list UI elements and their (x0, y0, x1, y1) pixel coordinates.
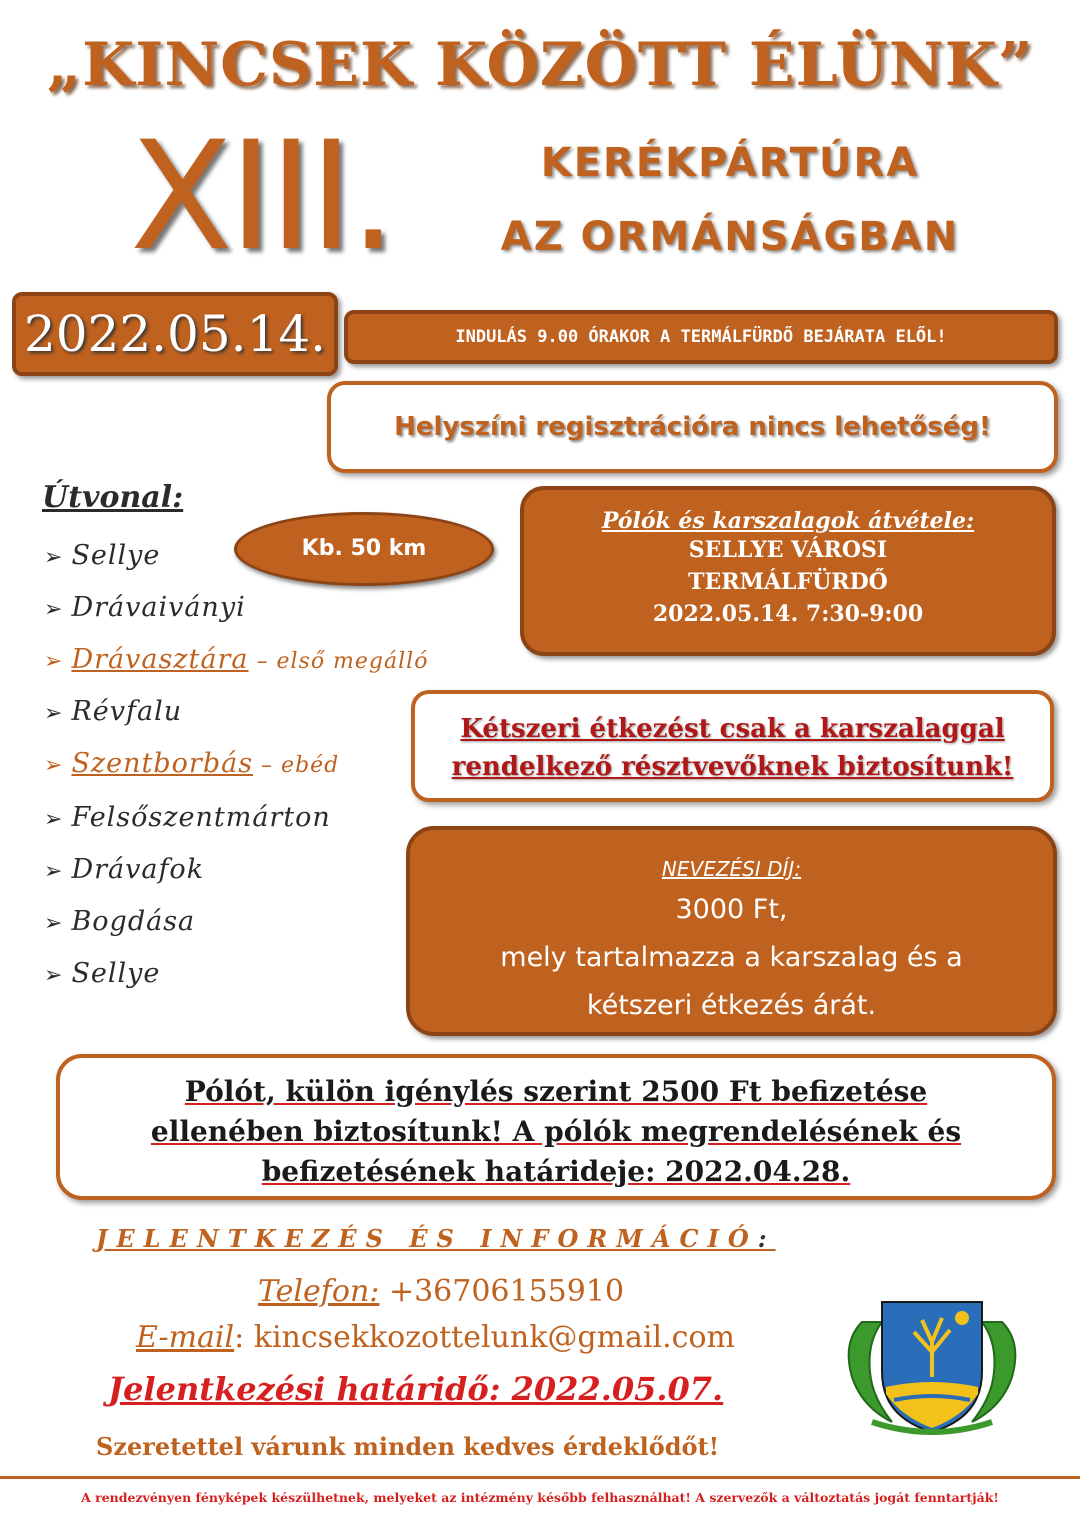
start-notice: INDULÁS 9.00 ÓRAKOR A TERMÁLFÜRDŐ BEJÁRATA ELŐL! (455, 327, 947, 347)
shirt-notice-line: ellenében biztosítunk! A pólók megrendelésének és (150, 1115, 962, 1148)
fee-description: mely tartalmazza a karszalag és a (500, 942, 963, 973)
pickup-time: 2022.05.14. 7:30-9:00 (652, 601, 924, 627)
fee-amount: 3000 Ft, (675, 894, 788, 925)
email-row: E-mail: kincsekkozottelunk@gmail.com (136, 1320, 735, 1355)
pickup-heading: Pólók és karszalagok átvétele: (601, 508, 975, 534)
phone-label: Telefon: (258, 1274, 380, 1309)
start-notice-box (344, 310, 1058, 364)
welcome-message: Szeretettel várunk minden kedves érdeklődőt! (96, 1432, 720, 1461)
phone-number[interactable]: +36706155910 (388, 1274, 625, 1309)
fee-heading: NEVEZÉSI DÍJ: (661, 857, 802, 881)
route-item: ➢ Drávaiványi (44, 592, 246, 623)
route-heading: Útvonal: (42, 480, 184, 515)
footer-disclaimer: A rendezvényen fényképek készülhetnek, melyeket az intézmény később felhasználhat! A szervezők a változtatás jogát fenntartják! (81, 1490, 999, 1505)
arrow-icon: ➢ (44, 597, 64, 622)
route-item: ➢ Sellye (44, 540, 161, 571)
arrow-icon: ➢ (44, 753, 64, 778)
phone-row (258, 1274, 624, 1309)
footer-divider (0, 1476, 1080, 1479)
distance-badge: Kb. 50 km (234, 512, 494, 586)
shirt-notice-box (56, 1054, 1056, 1200)
registration-deadline: Jelentkezési határidő: 2022.05.07. (108, 1370, 724, 1408)
meal-notice-line: rendelkező résztvevőknek biztosítunk! (451, 752, 1014, 782)
pickup-line: TERMÁLFÜRDŐ (688, 569, 888, 595)
edition-number: XIII. (130, 110, 394, 284)
arrow-icon: ➢ (44, 701, 64, 726)
entry-fee-box (406, 826, 1057, 1036)
registration-notice-box (327, 381, 1058, 473)
contact-heading: JELENTKEZÉS ÉS INFORMÁCIÓ: (96, 1224, 776, 1253)
coat-of-arms-icon (842, 1282, 1022, 1442)
route-item-first-stop: ➢ Drávasztára – első megálló (44, 644, 429, 675)
fee-description: kétszeri étkezés árát. (586, 990, 877, 1021)
arrow-icon: ➢ (44, 963, 64, 988)
meal-notice-box (411, 690, 1054, 802)
route-item: ➢ Révfalu (44, 696, 183, 727)
email-address[interactable]: kincsekkozottelunk@gmail.com (253, 1320, 735, 1355)
route-item: ➢ Drávafok (44, 854, 205, 885)
route-item: ➢ Bogdása (44, 906, 196, 937)
subtitle-line-1: KERÉKPÁRTÚRA (540, 140, 920, 186)
email-label: E-mail (136, 1320, 235, 1355)
route-item: ➢ Felsőszentmárton (44, 802, 331, 833)
event-title: „KINCSEK KÖZÖTT ÉLÜNK” (46, 30, 1034, 100)
subtitle-line-2: AZ ORMÁNSÁGBAN (500, 214, 960, 260)
arrow-icon: ➢ (44, 807, 64, 832)
registration-notice: Helyszíni regisztrációra nincs lehetőség! (394, 412, 991, 442)
arrow-icon: ➢ (44, 859, 64, 884)
route-item-lunch-stop: ➢ Szentborbás – ebéd (44, 748, 340, 779)
shirt-notice-line: befizetésének határideje: 2022.04.28. (261, 1155, 851, 1188)
shirt-notice-line: Pólót, külön igénylés szerint 2500 Ft befizetése (184, 1075, 928, 1108)
arrow-icon: ➢ (44, 649, 64, 674)
meal-notice-line: Kétszeri étkezést csak a karszalaggal (460, 714, 1005, 744)
arrow-icon: ➢ (44, 545, 64, 570)
date-box (12, 292, 338, 376)
pickup-line: SELLYE VÁROSI (688, 537, 888, 563)
arrow-icon: ➢ (44, 911, 64, 936)
pickup-info-box (520, 486, 1056, 656)
route-item: ➢ Sellye (44, 958, 161, 989)
event-date: 2022.05.14. (23, 305, 327, 363)
